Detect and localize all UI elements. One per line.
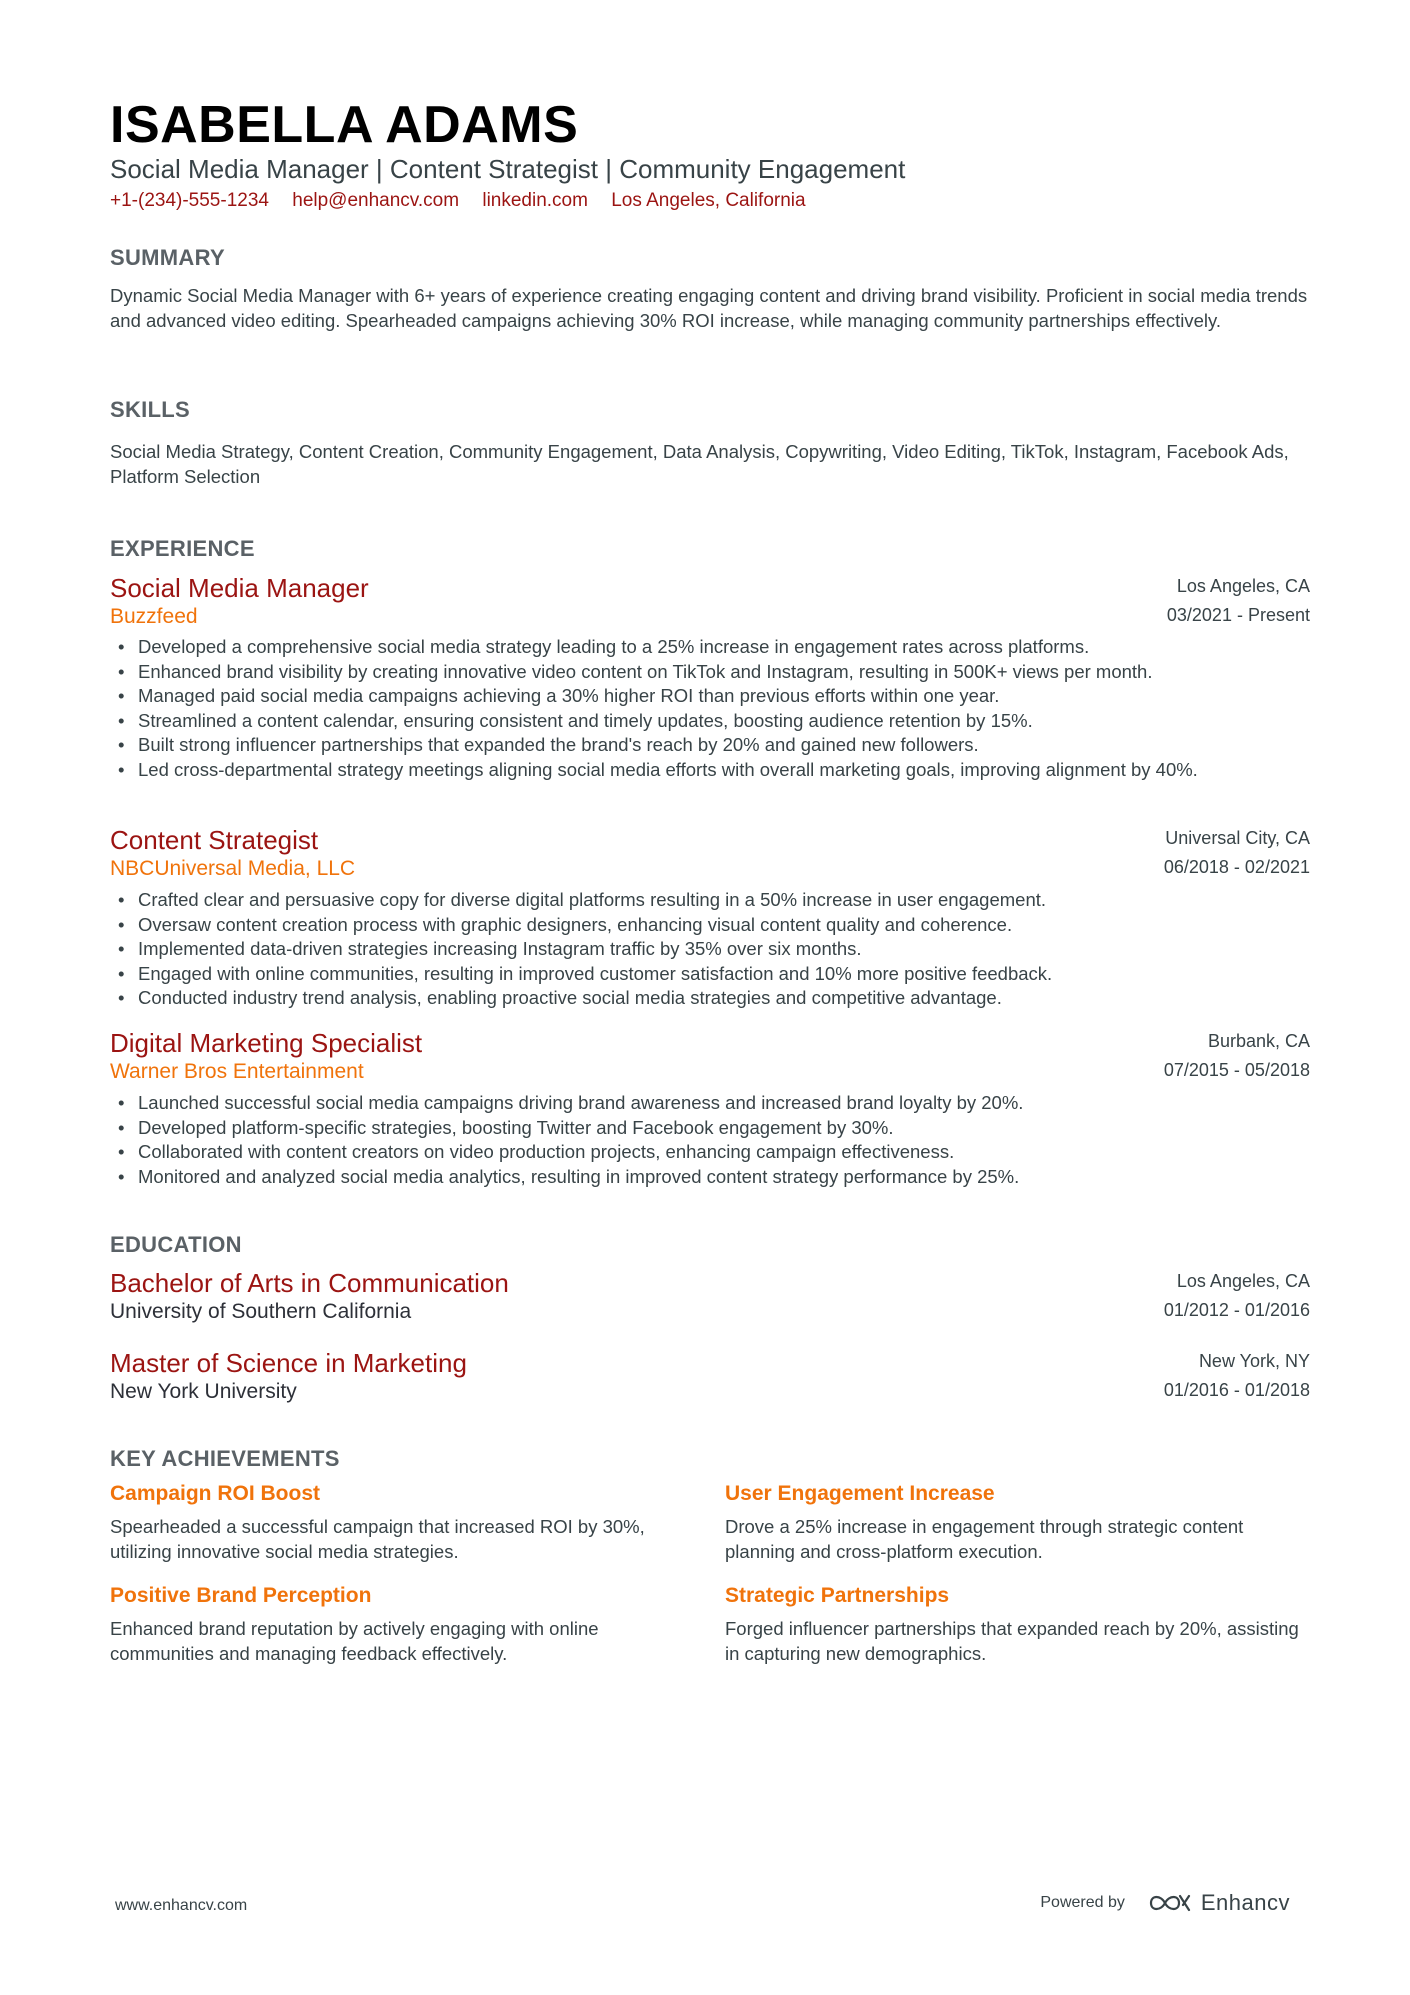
bullet-item: • Managed paid social media campaigns achieving a 30% higher ROI than previous efforts within one year. (110, 684, 1310, 709)
job-location: Burbank, CA (1207, 1031, 1310, 1051)
enhancv-logo-icon (1147, 1890, 1193, 1916)
achievement-title: User Engagement Increase (725, 1482, 995, 1505)
experience-heading: EXPERIENCE (110, 536, 255, 561)
bullet-item: • Enhanced brand visibility by creating innovative video content on TikTok and Instagram, resulting in 500K+ views per month. (110, 660, 1310, 685)
job-company: NBCUniversal Media, LLC (110, 857, 356, 880)
achievement-desc: Drove a 25% increase in engagement through strategic content planning and cross-platform execution. (725, 1516, 1244, 1562)
phone-link[interactable]: +1-(234)-555-1234 (110, 190, 269, 211)
education-dates: 01/2016 - 01/2018 (1163, 1380, 1310, 1400)
bullet-item: • Launched successful social media campaigns driving brand awareness and increased brand loyalty by 20%. (110, 1091, 1310, 1116)
job-company: Warner Bros Entertainment (110, 1060, 364, 1083)
achievements-heading: KEY ACHIEVEMENTS (110, 1446, 340, 1471)
bullet-item: • Crafted clear and persuasive copy for diverse digital platforms resulting in a 50% increase in user engagement. (110, 888, 1310, 913)
job-dates: 03/2021 - Present (1166, 605, 1310, 625)
candidate-name: ISABELLA ADAMS (110, 96, 579, 154)
achievement-desc: Spearheaded a successful campaign that increased ROI by 30%, utilizing innovative social media strategies. (110, 1516, 645, 1562)
bullet-item: • Developed a comprehensive social media strategy leading to a 25% increase in engagement rates across platforms. (110, 635, 1310, 660)
candidate-title: Social Media Manager | Content Strategist | Community Engagement (110, 154, 906, 184)
footer-website-link[interactable]: www.enhancv.com (115, 1897, 248, 1914)
skills-heading: SKILLS (110, 397, 191, 422)
degree-title: Master of Science in Marketing (110, 1348, 467, 1378)
education-heading: EDUCATION (110, 1232, 242, 1257)
achievement-title: Positive Brand Perception (110, 1584, 372, 1607)
summary-heading: SUMMARY (110, 245, 225, 270)
job-bullets (110, 888, 1310, 1011)
footer-branding (1040, 1890, 1290, 1916)
bullet-item: • Oversaw content creation process with graphic designers, enhancing visual content quality and coherence. (110, 913, 1310, 938)
linkedin-link[interactable]: linkedin.com (482, 190, 588, 211)
degree-title: Bachelor of Arts in Communication (110, 1268, 509, 1298)
bullet-item: • Led cross-departmental strategy meetings aligning social media efforts with overall marketing goals, improving alignment by 40%. (110, 758, 1310, 783)
powered-by-label: Powered by (1040, 1894, 1125, 1911)
summary-text: Dynamic Social Media Manager with 6+ years of experience creating engaging content and driving brand visibility. Proficient in social media trends and advanced video editing. Spearheaded campaigns achieving 30% ROI increase, while managing community partnerships effectively. (110, 285, 1308, 331)
bullet-item: • Implemented data-driven strategies increasing Instagram traffic by 35% over six months. (110, 937, 1310, 962)
job-company: Buzzfeed (110, 605, 198, 628)
location-text: Los Angeles, California (611, 190, 806, 211)
job-title: Digital Marketing Specialist (110, 1028, 423, 1058)
job-location: Universal City, CA (1165, 828, 1310, 848)
achievement-desc: Enhanced brand reputation by actively engaging with online communities and managing feedback effectively. (110, 1618, 599, 1664)
achievement-title: Strategic Partnerships (725, 1584, 950, 1607)
job-title: Content Strategist (110, 825, 319, 855)
job-bullets (110, 635, 1310, 782)
email-link[interactable]: help@enhancv.com (292, 190, 460, 211)
bullet-item: • Developed platform-specific strategies, boosting Twitter and Facebook engagement by 30%. (110, 1116, 1310, 1141)
skills-text: Social Media Strategy, Content Creation, Community Engagement, Data Analysis, Copywriting, Video Editing, TikTok, Instagram, Facebook Ads, Platform Selection (110, 441, 1289, 487)
enhancv-brand-name[interactable]: Enhancv (1200, 1890, 1290, 1915)
bullet-item: • Built strong influencer partnerships that expanded the brand's reach by 20% and gained new followers. (110, 733, 1310, 758)
achievement-desc: Forged influencer partnerships that expanded reach by 20%, assisting in capturing new demographics. (725, 1618, 1299, 1664)
education-location: New York, NY (1198, 1351, 1310, 1371)
job-title: Social Media Manager (110, 573, 369, 603)
contact-line (110, 190, 824, 212)
education-location: Los Angeles, CA (1176, 1271, 1310, 1291)
school-name: University of Southern California (110, 1300, 412, 1323)
job-dates: 07/2015 - 05/2018 (1163, 1060, 1310, 1080)
education-dates: 01/2012 - 01/2016 (1163, 1300, 1310, 1320)
bullet-item: • Streamlined a content calendar, ensuring consistent and timely updates, boosting audience retention by 15%. (110, 709, 1310, 734)
school-name: New York University (110, 1380, 297, 1403)
job-dates: 06/2018 - 02/2021 (1163, 857, 1310, 877)
job-bullets (110, 1091, 1310, 1189)
bullet-item: • Monitored and analyzed social media analytics, resulting in improved content strategy performance by 25%. (110, 1165, 1310, 1190)
bullet-item: • Conducted industry trend analysis, enabling proactive social media strategies and competitive advantage. (110, 986, 1310, 1011)
job-location: Los Angeles, CA (1176, 576, 1310, 596)
achievement-title: Campaign ROI Boost (110, 1482, 321, 1505)
bullet-item: • Collaborated with content creators on video production projects, enhancing campaign effectiveness. (110, 1140, 1310, 1165)
bullet-item: • Engaged with online communities, resulting in improved customer satisfaction and 10% more positive feedback. (110, 962, 1310, 987)
